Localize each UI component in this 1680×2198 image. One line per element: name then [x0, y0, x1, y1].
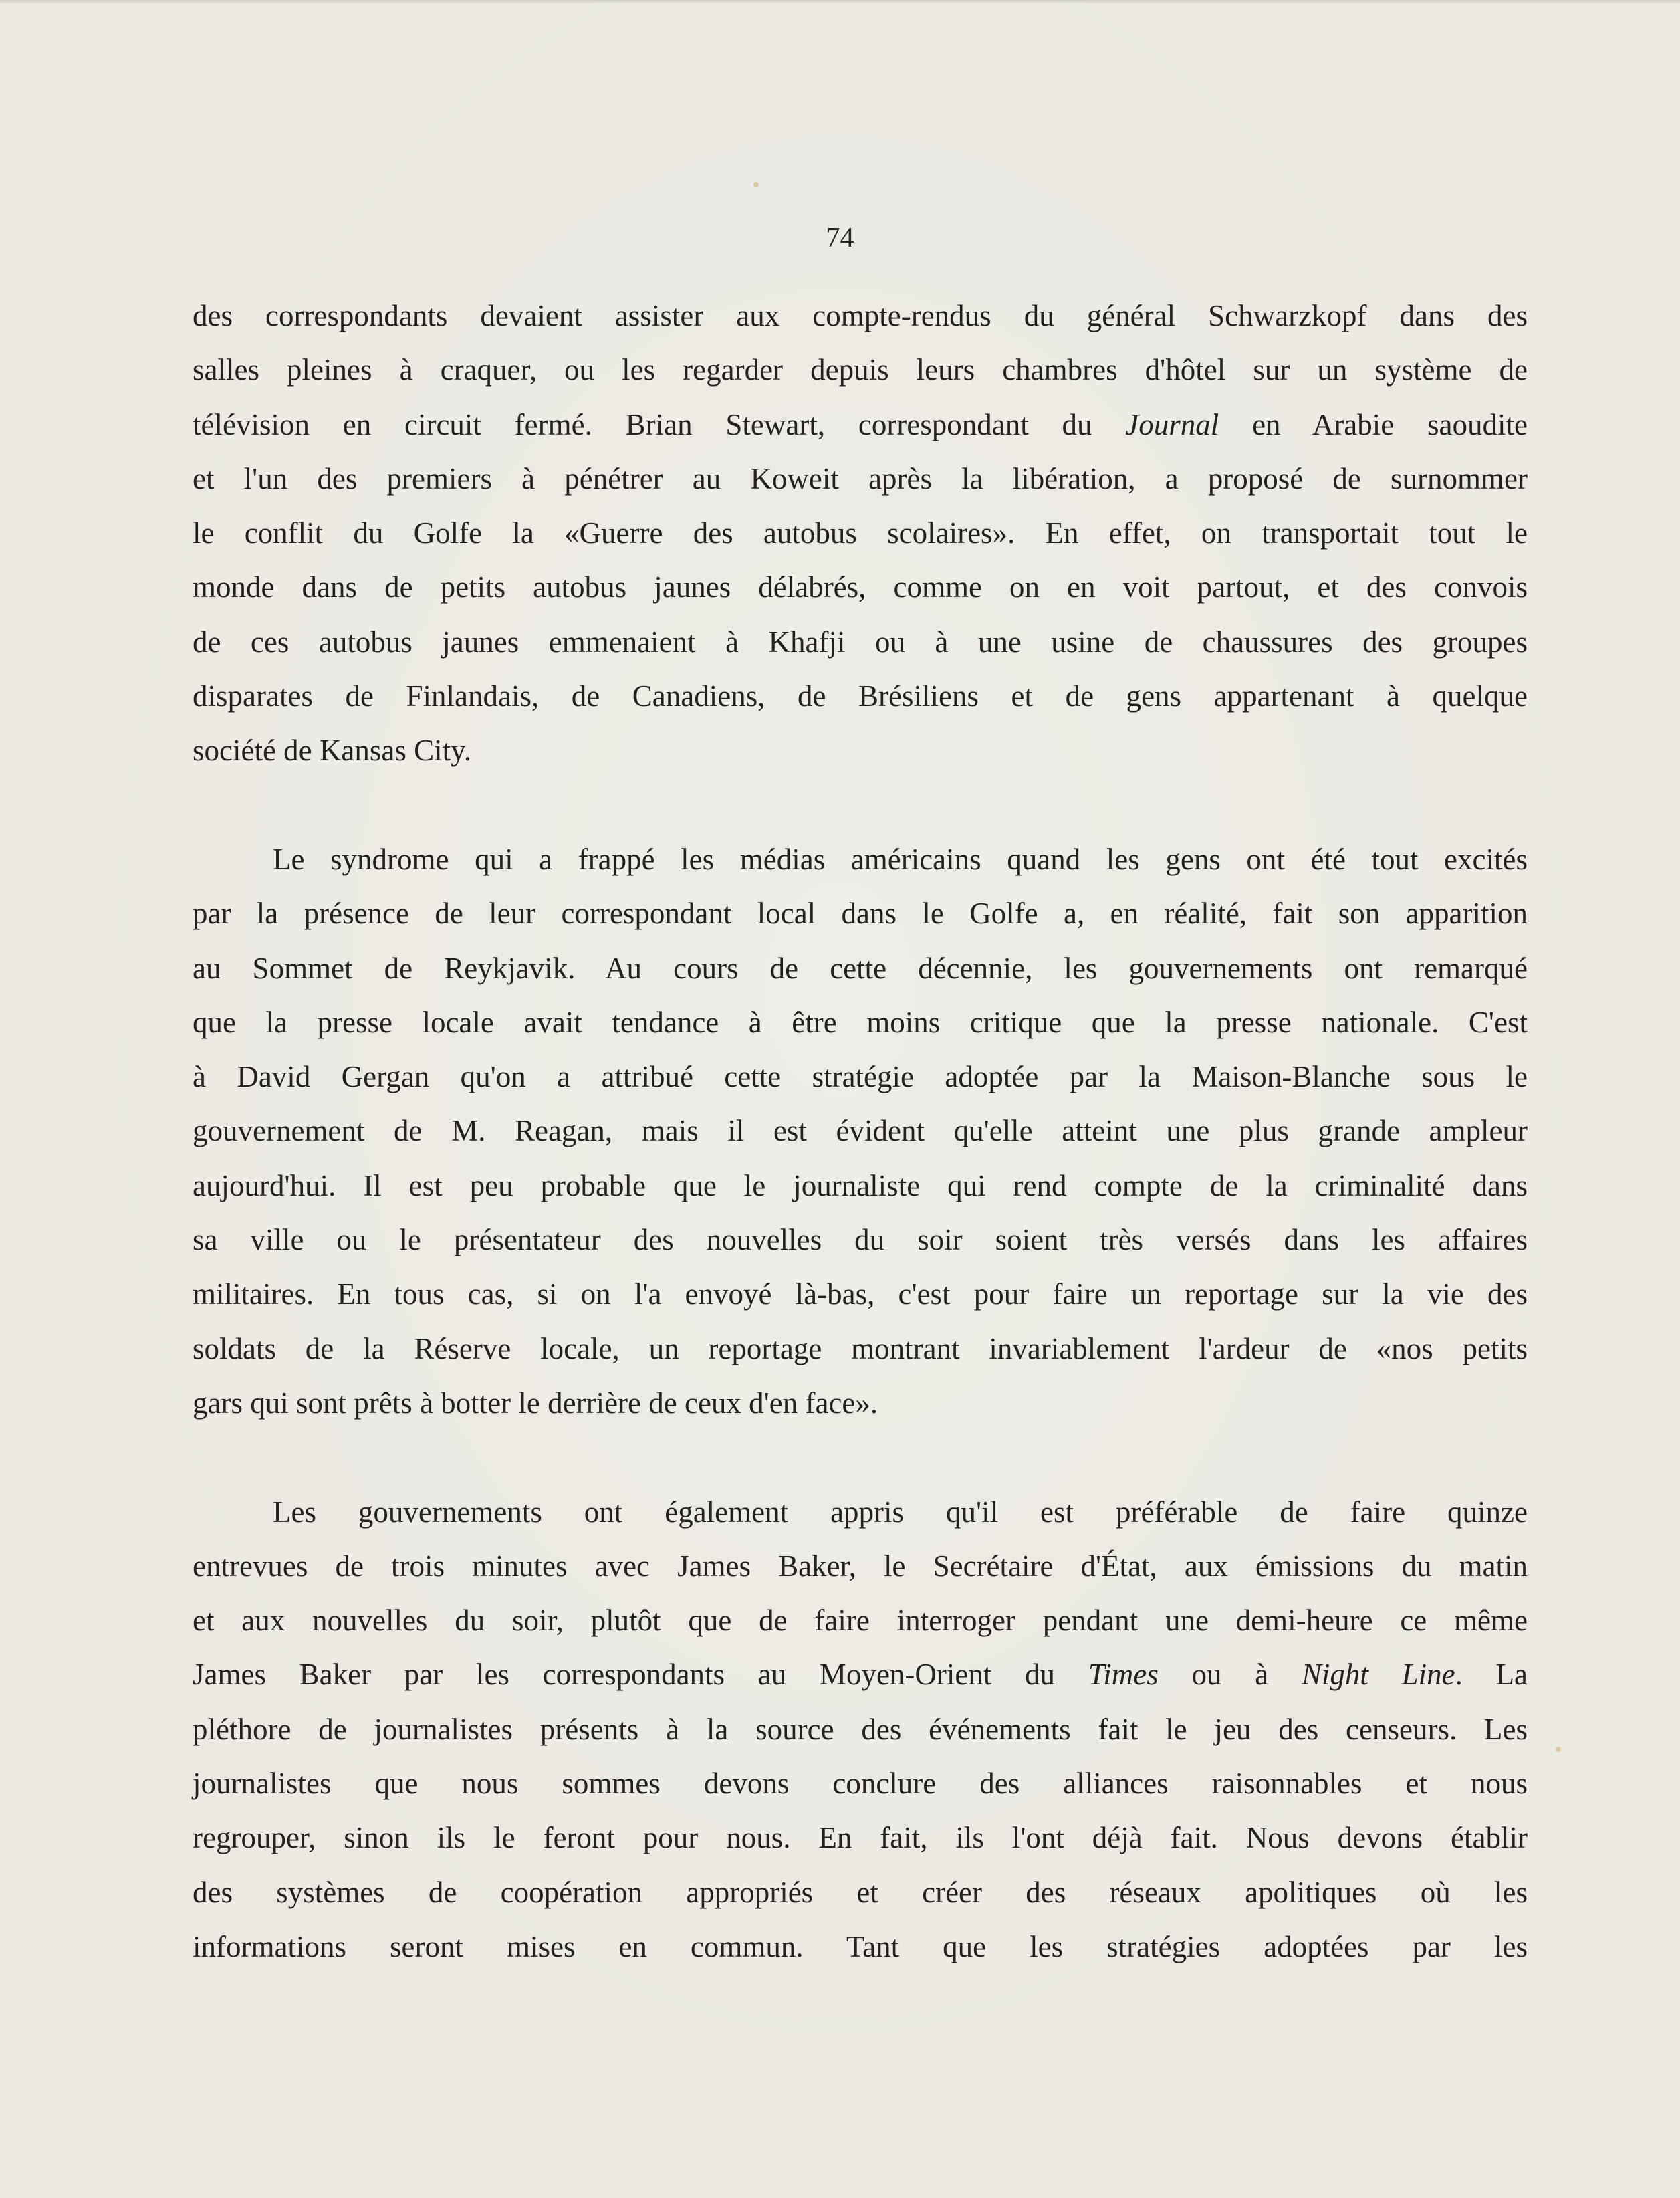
- text-line: à David Gergan qu'on a attribué cette stratégie adoptée par la Maison-Blanche sous le: [193, 1060, 1528, 1094]
- text-line: télévision en circuit fermé. Brian Stewart, correspondant du Journal en Arabie saoudite: [193, 407, 1528, 441]
- body-text: [193, 289, 1528, 1974]
- text-line: James Baker par les correspondants au Moyen-Orient du Times ou à Night Line. La: [193, 1658, 1528, 1692]
- text-line: militaires. En tous cas, si on l'a envoyé là-bas, c'est pour faire un reportage sur la vie des: [193, 1277, 1528, 1311]
- text-line: salles pleines à craquer, ou les regarder depuis leurs chambres d'hôtel sur un système de: [193, 353, 1528, 387]
- paper-speck: [1556, 1747, 1561, 1752]
- text-line: des systèmes de coopération appropriés et créer des réseaux apolitiques où les: [193, 1875, 1528, 1909]
- text-line: que la presse locale avait tendance à être moins critique que la presse nationale. C'est: [193, 1005, 1528, 1039]
- text-line: par la présence de leur correspondant local dans le Golfe a, en réalité, fait son apparition: [193, 897, 1528, 931]
- page-top-edge: [0, 0, 1680, 4]
- text-line: pléthore de journalistes présents à la source des événements fait le jeu des censeurs. Les: [193, 1712, 1528, 1746]
- text-line: soldats de la Réserve locale, un reportage montrant invariablement l'ardeur de «nos petits: [193, 1331, 1528, 1365]
- paper-speck: [753, 182, 759, 187]
- page-number: 74: [826, 223, 854, 253]
- text-line: et l'un des premiers à pénétrer au Koweit après la libération, a proposé de surnommer: [193, 461, 1528, 496]
- text-line: entrevues de trois minutes avec James Baker, le Secrétaire d'État, aux émissions du matin: [193, 1549, 1528, 1583]
- text-line: regrouper, sinon ils le feront pour nous. En fait, ils l'ont déjà fait. Nous devons établir: [193, 1821, 1528, 1855]
- text-line: des correspondants devaient assister aux compte-rendus du général Schwarzkopf dans des: [193, 299, 1528, 332]
- text-line: Le syndrome qui a frappé les médias américains quand les gens ont été tout excités: [273, 842, 1528, 876]
- text-line: gouvernement de M. Reagan, mais il est évident qu'elle atteint une plus grande ampleur: [193, 1114, 1528, 1148]
- text-line: journalistes que nous sommes devons conclure des alliances raisonnables et nous: [193, 1767, 1528, 1801]
- text-line: gars qui sont prêts à botter le derrière de ceux d'en face».: [193, 1386, 878, 1420]
- text-line: Les gouvernements ont également appris qu'il est préférable de faire quinze: [273, 1495, 1528, 1529]
- paragraph-gap: [193, 1430, 1528, 1485]
- text-line: le conflit du Golfe la «Guerre des autobus scolaires». En effet, on transportait tout le: [193, 516, 1528, 550]
- paragraph-gap: [193, 778, 1528, 833]
- text-line: aujourd'hui. Il est peu probable que le journaliste qui rend compte de la criminalité dans: [193, 1168, 1528, 1202]
- paragraph-2: [193, 833, 1528, 1430]
- text-line: au Sommet de Reykjavik. Au cours de cette décennie, les gouvernements ont remarqué: [193, 951, 1528, 985]
- paragraph-3: [193, 1485, 1528, 1975]
- paragraph-1: [193, 289, 1528, 778]
- text-line: société de Kansas City.: [193, 734, 471, 768]
- text-line: informations seront mises en commun. Tant que les stratégies adoptées par les: [193, 1929, 1528, 1963]
- text-line: de ces autobus jaunes emmenaient à Khafji ou à une usine de chaussures des groupes: [193, 625, 1528, 659]
- text-line: disparates de Finlandais, de Canadiens, de Brésiliens et de gens appartenant à quelque: [193, 679, 1528, 713]
- text-line: monde dans de petits autobus jaunes délabrés, comme on en voit partout, et des convois: [193, 570, 1528, 605]
- text-line: sa ville ou le présentateur des nouvelles du soir soient très versés dans les affaires: [193, 1223, 1528, 1257]
- text-line: et aux nouvelles du soir, plutôt que de faire interroger pendant une demi-heure ce même: [193, 1604, 1528, 1638]
